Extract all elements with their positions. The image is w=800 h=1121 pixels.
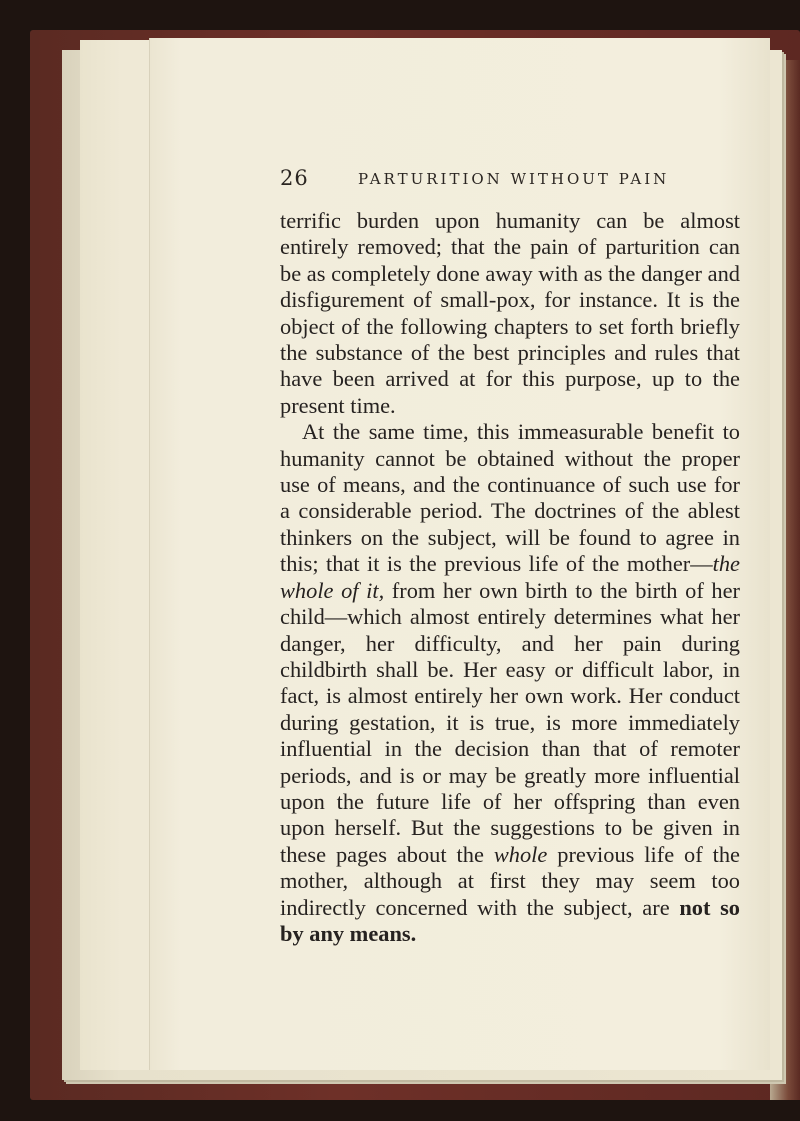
paragraph-2-text-cont: from her own birth to the birth of her child—which almost entirely determines what her danger, her difficulty, and her pain during childbirth shall be. Her easy or difficult labor, in fact, is almost entirely her own work. Her conduct during gestation, it is true, is more immediately influential in the decision than that of remoter periods, and is or may be greatly more influential upon the future life of her offspring than even upon herself. But the suggestions to be given in these pages about the: [280, 577, 740, 867]
italic-word: whole: [493, 841, 548, 867]
bold-closing: not so by any means.: [280, 894, 740, 946]
paragraph-2-text: At the same time, this immeasurable benefit to humanity cannot be obtained without the proper use of means, and the continuance of such use for a considerable period. The doctrines of the ablest thinkers on the subject, will be found to agree in this; that it is the previous life of the mother—: [280, 419, 740, 577]
paragraph-2: [280, 419, 740, 947]
body-text: [280, 208, 740, 947]
paragraph-1-text: terrific burden upon humanity can be almost entirely removed; that the pain of parturition can be as completely done away with as the danger and disfigurement of small-pox, for instance. It is the object of the following chapters to set forth briefly the substance of the best principles and rules that have been arrived at for this purpose, up to the present time.: [280, 208, 740, 418]
paragraph-1: [280, 208, 740, 419]
running-head: PARTURITION WITHOUT PAIN: [358, 170, 670, 188]
paragraph-2-text-cont-2: previous life of the mother, although at first they may seem too indirectly concerned with the subject, are: [280, 841, 740, 920]
page-number: 26: [280, 166, 309, 190]
italic-phrase: the whole of it,: [280, 551, 740, 603]
